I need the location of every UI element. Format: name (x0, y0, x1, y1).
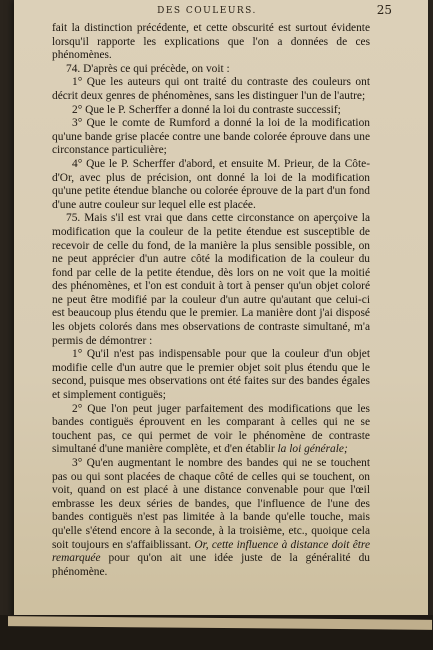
paragraph-75-item-3: 3° Qu'en augmentant le nombre des bandes qui ne se touchent pas ou qui sont placées de chaque côté de celles qui se touchent, on voit, quand on est placé à une distance convenable pour que l'œil embrasse les deux séries de bandes, que l'influence de l'une des bandes contiguës n'est pas limitée à la bande qu'elle touche, mais qu'elle s'étend encore à la seconde, à la troisième, etc., quoique cela soit toujours en s'affaiblissant. Or, cette influence à distance doit être remarquée pour qu'on ait une idée juste de la généralité du phénomène. (52, 457, 370, 578)
paragraph-74-item-3: 3° Que le comte de Rumford a donné la loi de la modification qu'une bande grise placée contre une bande colorée éprouve dans une circonstance particulière; (52, 117, 370, 157)
paragraph-75-item-1: 1° Qu'il n'est pas indispensable pour que la couleur d'un objet modifie celle d'un autre que le premier objet soit plus étendu que le second, puisque mes observations ont été faites sur des bandes égales et simplement contiguës; (52, 348, 370, 402)
page-number: 25 (376, 3, 392, 17)
body-text (52, 22, 370, 579)
paragraph-75-item-2: 2° Que l'on peut juger parfaitement des modifications que les bandes contiguës éprouvent en les comparant à celles qui ne se touchent pas, ce qui permet de voir le phénomène de contraste simultané d'une manière complète, et d'en établir la loi générale; (52, 402, 370, 456)
paragraph-74-intro: 74. D'après ce qui précède, on voit : (66, 62, 230, 75)
running-title: DES COULEURS. (157, 6, 257, 16)
italic-phrase: la loi générale; (277, 443, 348, 456)
book-page (14, 0, 428, 620)
paragraph-75: 75. Mais s'il est vrai que dans cette circonstance on aperçoive la modification que la couleur de la petite étendue est susceptible de recevoir de celle du fond, de la manière la plus sensible possible, on ne peut apprécier d'un autre côté la modification de la couleur du fond par celle de la petite étendue, dès lors on ne voit que la moitié des phénomènes, et l'on est conduit à tort à penser qu'un objet coloré ne peut être modifié par la couleur d'un autre qu'autant que celui-ci est beaucoup plus étendu que le premier. La manière dont j'ai disposé les objets colorés dans mes observations de contraste simultané, m'a permis de démontrer : (52, 212, 370, 347)
paragraph-74-item-2: 2° Que le P. Scherffer a donné la loi du contraste successif; (72, 103, 341, 116)
paragraph-74-item-1: 1° Que les auteurs qui ont traité du contraste des couleurs ont décrit deux genres de phénomènes, sans les distinguer l'un de l'autre; (52, 76, 370, 102)
paragraph-continuation: fait la distinction précédente, et cette obscurité est surtout évidente lorsqu'il rapporte les explications que l'on a données de ces phénomènes. (52, 22, 370, 62)
italic-phrase: Or, cette influence à distance doit être remarquée (52, 538, 370, 565)
paragraph-74-item-4: 4° Que le P. Scherffer d'abord, et ensuite M. Prieur, de la Côte-d'Or, avec plus de précision, ont donné la loi de la modification qu'une petite étendue blanche ou colorée éprouve de la part d'un fond d'une autre couleur sur lequel elle est placée. (52, 157, 370, 211)
